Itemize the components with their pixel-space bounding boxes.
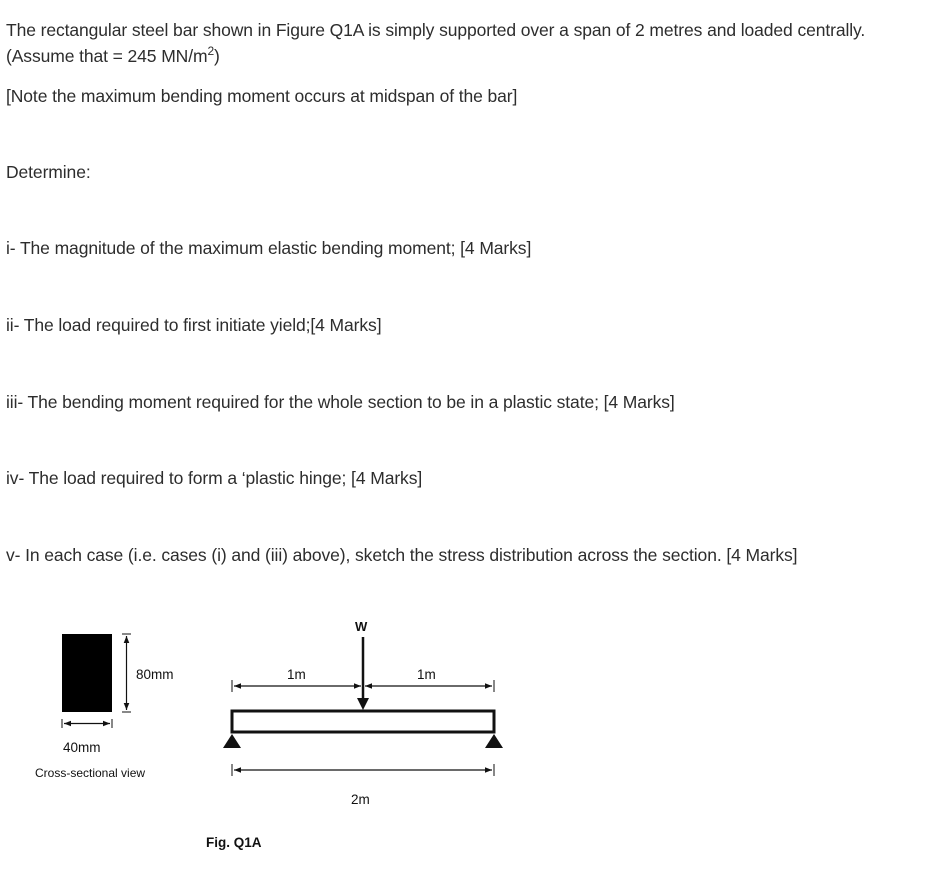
intro-line-2 [6,45,220,67]
figure-caption: Fig. Q1A [206,835,262,850]
right-support [485,734,503,748]
right-span-label: 1m [417,667,436,682]
note-line: [Note the maximum bending moment occurs at midspan of the bar] [6,86,518,106]
load-label: W [355,619,368,634]
total-span-label: 2m [351,792,370,807]
intro-line-2-suffix: ) [214,46,220,66]
width-label: 40mm [63,740,101,755]
cross-section-rectangle [62,634,112,712]
beam [232,711,494,732]
figure-q1a [0,600,560,870]
determine-heading: Determine: [6,162,91,182]
question-part-v: v- In each case (i.e. cases (i) and (iii) above), sketch the stress distribution across the section. [4 Marks] [6,545,798,565]
cross-section-caption: Cross-sectional view [35,766,146,780]
intro-line-2-superscript: 2 [207,44,215,58]
intro-line-1: The rectangular steel bar shown in Figure Q1A is simply supported over a span of 2 metres and loaded centrally. [6,20,866,40]
intro-line-2-prefix: (Assume that = 245 MN/m [6,46,208,66]
question-part-ii: ii- The load required to first initiate yield;[4 Marks] [6,315,382,335]
height-label: 80mm [136,667,174,682]
load-arrowhead [357,698,369,710]
question-part-i: i- The magnitude of the maximum elastic bending moment; [4 Marks] [6,238,532,258]
left-span-label: 1m [287,667,306,682]
left-support [223,734,241,748]
question-part-iv: iv- The load required to form a ‘plastic hinge; [4 Marks] [6,468,423,488]
question-part-iii: iii- The bending moment required for the whole section to be in a plastic state; [4 Marks] [6,392,675,412]
